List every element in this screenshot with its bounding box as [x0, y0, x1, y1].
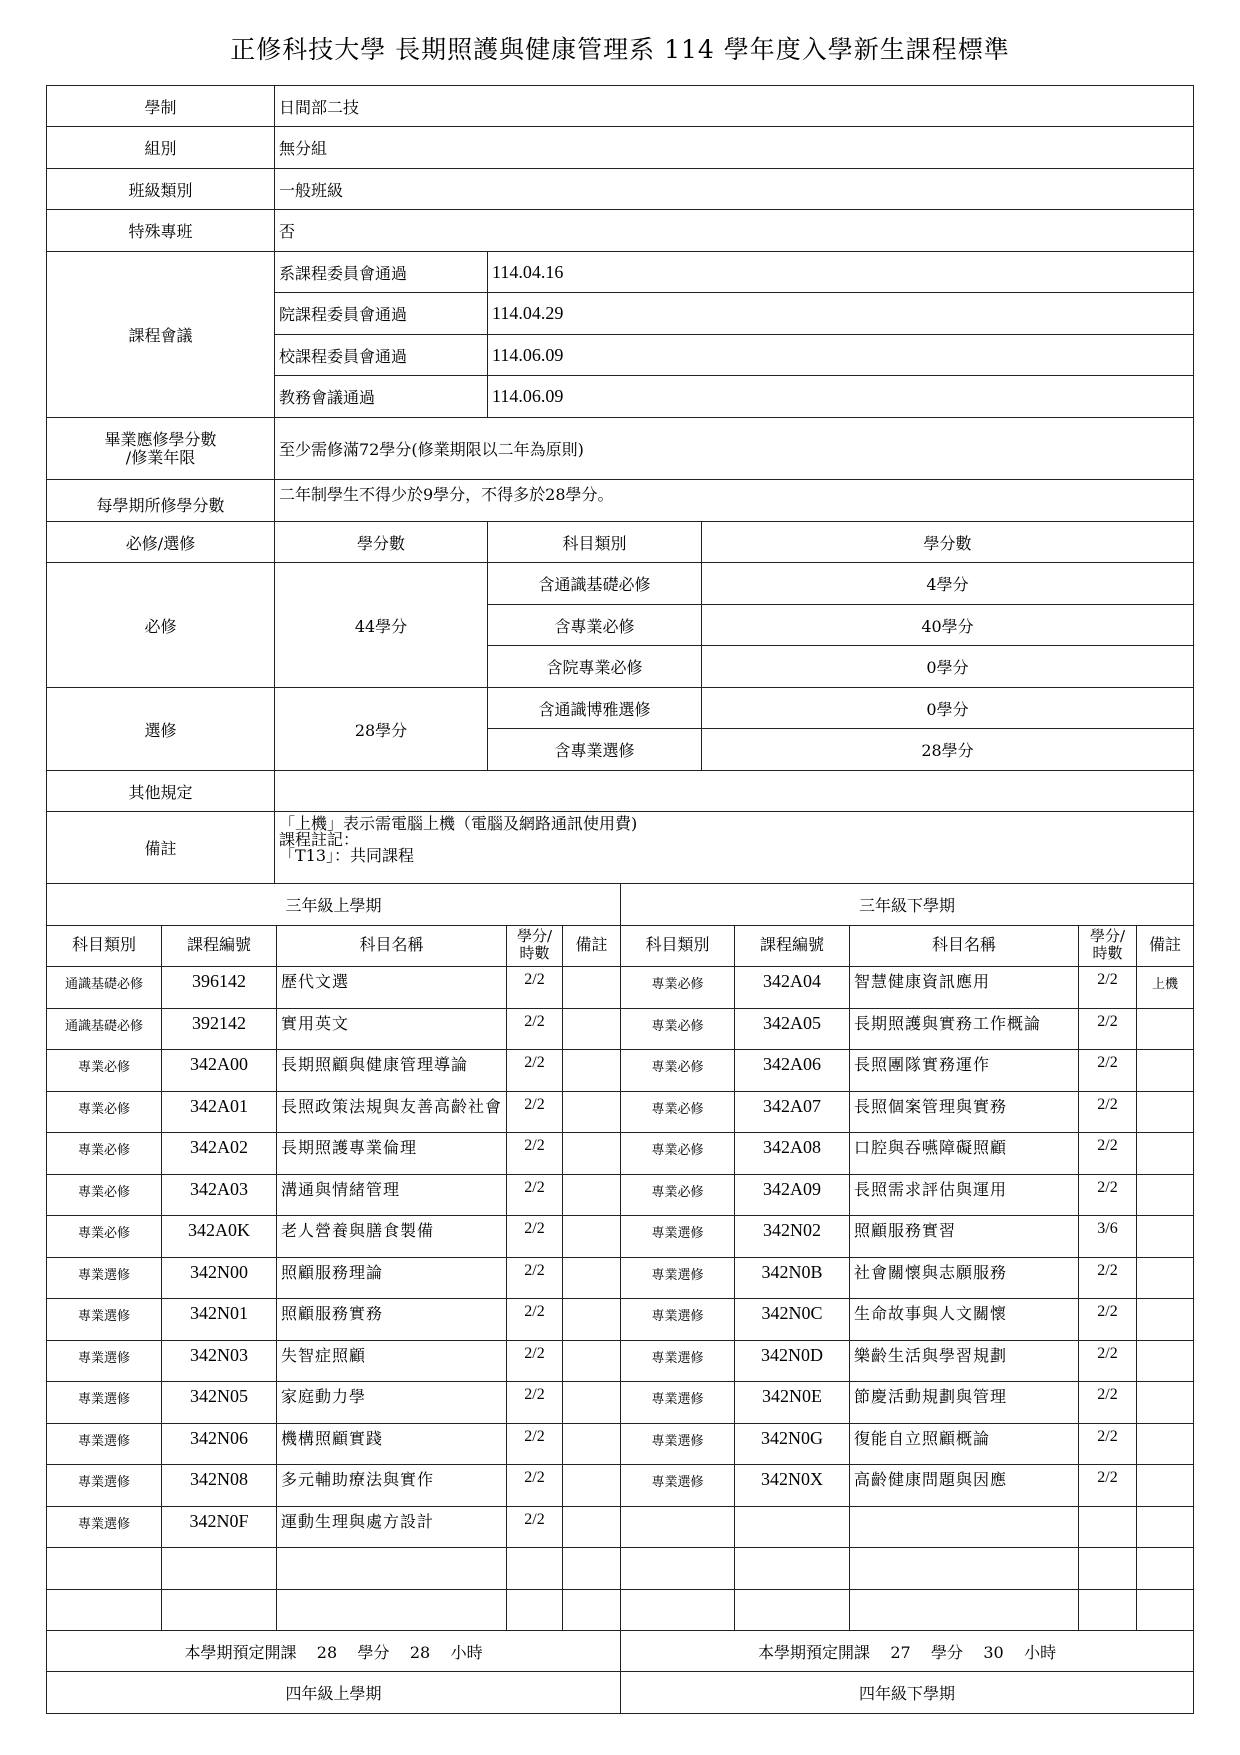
course-category: 專業必修 — [47, 1216, 162, 1258]
course-row — [47, 1092, 1194, 1133]
course-credits: 2/2 — [1079, 1424, 1137, 1465]
course-row — [47, 1548, 1194, 1590]
next-right-semester-title: 四年級下學期 — [621, 1672, 1194, 1714]
course-code — [735, 1590, 850, 1631]
course-code: 342A0K — [162, 1216, 277, 1258]
course-code: 342N03 — [162, 1341, 277, 1382]
grad-value: 至少需修滿72學分(修業期限以二年為原則) — [275, 418, 1194, 480]
course-code — [735, 1548, 850, 1590]
course-credits: 2/2 — [507, 1133, 563, 1175]
course-category: 專業必修 — [47, 1175, 162, 1216]
course-credits — [507, 1548, 563, 1590]
course-credits — [1079, 1548, 1137, 1590]
course-note — [1137, 1009, 1194, 1050]
course-credits: 2/2 — [1079, 1382, 1137, 1424]
course-row — [47, 967, 1194, 1009]
col-header-credits — [1079, 926, 1137, 967]
course-category: 通識基礎必修 — [47, 967, 162, 1009]
course-code: 342N0D — [735, 1341, 850, 1382]
course-category: 專業選修 — [47, 1507, 162, 1548]
meeting-name: 院課程委員會通過 — [275, 293, 488, 335]
meeting-date: 114.04.16 — [488, 252, 1194, 293]
required-category: 含專業必修 — [488, 605, 702, 646]
course-note — [1137, 1050, 1194, 1092]
course-code: 396142 — [162, 967, 277, 1009]
course-category: 專業選修 — [621, 1465, 735, 1507]
notes-line: 課程註記： — [279, 830, 360, 849]
summary-hours: 28 — [409, 1642, 431, 1662]
course-note — [1137, 1216, 1194, 1258]
course-note — [1137, 1424, 1194, 1465]
course-row — [47, 1507, 1194, 1548]
course-row — [47, 1465, 1194, 1507]
summary-hours: 30 — [983, 1642, 1004, 1662]
course-name: 多元輔助療法與實作 — [277, 1465, 507, 1507]
course-code — [162, 1590, 277, 1631]
class-type-value: 一般班級 — [275, 169, 1194, 210]
course-category: 專業選修 — [47, 1299, 162, 1341]
course-name: 節慶活動規劃與管理 — [850, 1382, 1079, 1424]
col-header-category: 科目類別 — [47, 926, 162, 967]
course-category: 專業選修 — [621, 1382, 735, 1424]
elective-category: 含通識博雅選修 — [488, 688, 702, 729]
course-credits: 2/2 — [507, 1009, 563, 1050]
course-code: 342A01 — [162, 1092, 277, 1133]
course-note — [563, 1465, 621, 1507]
course-code: 342N0F — [162, 1507, 277, 1548]
course-note — [563, 1175, 621, 1216]
notes-line: 「T13」：共同課程 — [279, 846, 415, 865]
course-credits: 2/2 — [507, 1175, 563, 1216]
right-semester-summary — [621, 1631, 1194, 1672]
page-title: 正修科技大學 長期照護與健康管理系 114 學年度入學新生課程標準 — [230, 35, 1010, 64]
course-code: 342A07 — [735, 1092, 850, 1133]
course-name: 照顧服務實習 — [850, 1216, 1079, 1258]
group-value: 無分組 — [275, 127, 1194, 169]
system-label: 學制 — [47, 86, 275, 127]
elective-credits: 0學分 — [702, 688, 1194, 729]
course-note — [563, 1050, 621, 1092]
course-name — [850, 1590, 1079, 1631]
course-credits: 3/6 — [1079, 1216, 1137, 1258]
course-name: 長期照顧與健康管理導論 — [277, 1050, 507, 1092]
notes-value — [275, 812, 1194, 884]
course-code: 342N0B — [735, 1258, 850, 1299]
course-row — [47, 1382, 1194, 1424]
next-left-semester-title: 四年級上學期 — [47, 1672, 621, 1714]
notes-label: 備註 — [47, 812, 275, 884]
course-name: 樂齡生活與學習規劃 — [850, 1341, 1079, 1382]
course-name: 溝通與情緒管理 — [277, 1175, 507, 1216]
course-row — [47, 1050, 1194, 1092]
required-category: 含通識基礎必修 — [488, 563, 702, 605]
course-name — [850, 1507, 1079, 1548]
course-credits: 2/2 — [1079, 1175, 1137, 1216]
col-header-name: 科目名稱 — [277, 926, 507, 967]
course-credits: 2/2 — [1079, 1341, 1137, 1382]
course-code: 342N02 — [735, 1216, 850, 1258]
course-row — [47, 1216, 1194, 1258]
course-code: 342N0E — [735, 1382, 850, 1424]
course-name: 照顧服務實務 — [277, 1299, 507, 1341]
course-note — [563, 1009, 621, 1050]
course-credits: 2/2 — [1079, 1092, 1137, 1133]
course-name: 實用英文 — [277, 1009, 507, 1050]
course-credits: 2/2 — [507, 1341, 563, 1382]
course-note — [1137, 1341, 1194, 1382]
special-label: 特殊專班 — [47, 210, 275, 252]
course-row — [47, 1009, 1194, 1050]
col-header-credits — [507, 926, 563, 967]
course-row — [47, 1133, 1194, 1175]
group-label: 組別 — [47, 127, 275, 169]
course-row — [47, 1175, 1194, 1216]
course-code: 342A09 — [735, 1175, 850, 1216]
course-row — [47, 1590, 1194, 1631]
notes-line: 「上機」表示需電腦上機（電腦及網路通訊使用費) — [279, 814, 638, 833]
meeting-name: 校課程委員會通過 — [275, 335, 488, 376]
class-type-label: 班級類別 — [47, 169, 275, 210]
course-note — [1137, 1465, 1194, 1507]
credits-header-line-1: 學分/ — [1089, 927, 1126, 945]
course-category: 專業必修 — [47, 1133, 162, 1175]
course-category: 專業必修 — [621, 1175, 735, 1216]
course-credits: 2/2 — [507, 1299, 563, 1341]
course-name — [277, 1590, 507, 1631]
course-credits: 2/2 — [507, 967, 563, 1009]
per-sem-value: 二年制學生不得少於9學分，不得多於28學分。 — [275, 480, 1194, 522]
course-note — [563, 1341, 621, 1382]
right-semester-title: 三年級下學期 — [621, 884, 1194, 926]
course-note — [1137, 1092, 1194, 1133]
course-code: 342N05 — [162, 1382, 277, 1424]
course-credits: 2/2 — [507, 1382, 563, 1424]
course-name: 生命故事與人文關懷 — [850, 1299, 1079, 1341]
course-category: 專業選修 — [621, 1258, 735, 1299]
course-note — [563, 1092, 621, 1133]
course-note — [1137, 1175, 1194, 1216]
course-category: 專業選修 — [47, 1424, 162, 1465]
course-name: 長照政策法規與友善高齡社會 — [277, 1092, 507, 1133]
special-value: 否 — [275, 210, 1194, 252]
course-code: 342A04 — [735, 967, 850, 1009]
course-name: 長照團隊實務運作 — [850, 1050, 1079, 1092]
course-row — [47, 1424, 1194, 1465]
course-note: 上機 — [1137, 967, 1194, 1009]
meeting-name: 教務會議通過 — [275, 376, 488, 418]
credits-header: 科目類別 — [488, 522, 702, 563]
course-category — [621, 1507, 735, 1548]
course-code: 342N0G — [735, 1424, 850, 1465]
course-code: 342N00 — [162, 1258, 277, 1299]
col-header-name: 科目名稱 — [850, 926, 1079, 967]
course-name: 老人營養與膳食製備 — [277, 1216, 507, 1258]
course-category: 專業選修 — [621, 1341, 735, 1382]
course-credits: 2/2 — [1079, 967, 1137, 1009]
col-header-code: 課程編號 — [162, 926, 277, 967]
meeting-date: 114.06.09 — [488, 335, 1194, 376]
meeting-date: 114.06.09 — [488, 376, 1194, 418]
course-row — [47, 1341, 1194, 1382]
credits-header: 必修/選修 — [47, 522, 275, 563]
course-note — [563, 1424, 621, 1465]
required-credits: 40學分 — [702, 605, 1194, 646]
course-credits — [1079, 1507, 1137, 1548]
system-value: 日間部二技 — [275, 86, 1194, 127]
semester-table — [46, 883, 1194, 1714]
credits-header-line-2: 時數 — [1092, 944, 1123, 962]
course-code: 342A05 — [735, 1009, 850, 1050]
credits-header: 學分數 — [275, 522, 488, 563]
course-category: 專業必修 — [621, 1133, 735, 1175]
course-credits — [1079, 1590, 1137, 1631]
meeting-label: 課程會議 — [47, 252, 275, 418]
course-row — [47, 1299, 1194, 1341]
course-credits: 2/2 — [507, 1216, 563, 1258]
course-name: 長期照護與實務工作概論 — [850, 1009, 1079, 1050]
course-category: 專業選修 — [621, 1299, 735, 1341]
summary-credits: 27 — [890, 1642, 911, 1662]
course-credits: 2/2 — [507, 1424, 563, 1465]
left-semester-summary — [47, 1631, 621, 1672]
course-code: 392142 — [162, 1009, 277, 1050]
course-credits: 2/2 — [1079, 1299, 1137, 1341]
summary-hour-unit: 小時 — [450, 1642, 483, 1662]
course-credits: 2/2 — [507, 1507, 563, 1548]
course-credits: 2/2 — [1079, 1050, 1137, 1092]
course-note — [1137, 1590, 1194, 1631]
course-category: 專業選修 — [47, 1382, 162, 1424]
course-row — [47, 1258, 1194, 1299]
course-note — [1137, 1382, 1194, 1424]
course-credits: 2/2 — [1079, 1465, 1137, 1507]
course-code: 342A03 — [162, 1175, 277, 1216]
credits-header: 學分數 — [702, 522, 1194, 563]
course-code — [735, 1507, 850, 1548]
meeting-date: 114.04.29 — [488, 293, 1194, 335]
course-category — [621, 1548, 735, 1590]
course-name: 智慧健康資訊應用 — [850, 967, 1079, 1009]
course-credits — [507, 1590, 563, 1631]
course-category: 專業必修 — [47, 1092, 162, 1133]
course-category: 專業必修 — [621, 1092, 735, 1133]
course-name: 歷代文選 — [277, 967, 507, 1009]
course-code: 342N0X — [735, 1465, 850, 1507]
grad-label — [47, 418, 275, 480]
course-code: 342N06 — [162, 1424, 277, 1465]
elective-total: 28學分 — [275, 688, 488, 771]
course-category: 通識基礎必修 — [47, 1009, 162, 1050]
course-credits: 2/2 — [1079, 1009, 1137, 1050]
course-credits: 2/2 — [507, 1092, 563, 1133]
summary-prefix: 本學期預定開課 — [184, 1642, 297, 1662]
course-note — [563, 1382, 621, 1424]
col-header-code: 課程編號 — [735, 926, 850, 967]
elective-category: 含專業選修 — [488, 729, 702, 771]
course-category: 專業必修 — [621, 1009, 735, 1050]
course-category: 專業選修 — [47, 1465, 162, 1507]
course-code: 342A00 — [162, 1050, 277, 1092]
credits-header-line-2: 時數 — [519, 944, 550, 962]
course-name — [277, 1548, 507, 1590]
course-note — [1137, 1133, 1194, 1175]
credits-header-line-1: 學分/ — [516, 927, 553, 945]
course-credits: 2/2 — [507, 1465, 563, 1507]
course-category: 專業選修 — [47, 1258, 162, 1299]
summary-credit-unit: 學分 — [931, 1642, 964, 1662]
course-note — [563, 1507, 621, 1548]
course-category — [47, 1548, 162, 1590]
summary-hour-unit: 小時 — [1024, 1642, 1057, 1662]
info-table — [46, 85, 1194, 884]
course-name: 高齡健康問題與因應 — [850, 1465, 1079, 1507]
course-name: 照顧服務理論 — [277, 1258, 507, 1299]
required-credits: 4學分 — [702, 563, 1194, 605]
course-name: 長照需求評估與運用 — [850, 1175, 1079, 1216]
course-name: 社會關懷與志願服務 — [850, 1258, 1079, 1299]
other-label: 其他規定 — [47, 771, 275, 812]
col-header-note: 備註 — [1137, 926, 1194, 967]
course-name: 運動生理與處方設計 — [277, 1507, 507, 1548]
course-name: 口腔與吞嚥障礙照顧 — [850, 1133, 1079, 1175]
left-semester-title: 三年級上學期 — [47, 884, 621, 926]
per-sem-label: 每學期所修學分數 — [47, 480, 275, 522]
meeting-name: 系課程委員會通過 — [275, 252, 488, 293]
summary-credits: 28 — [316, 1642, 338, 1662]
course-note — [563, 1216, 621, 1258]
course-note — [563, 967, 621, 1009]
course-category: 專業選修 — [621, 1424, 735, 1465]
course-name — [850, 1548, 1079, 1590]
elective-credits: 28學分 — [702, 729, 1194, 771]
required-label: 必修 — [47, 563, 275, 688]
course-code: 342A02 — [162, 1133, 277, 1175]
course-note — [1137, 1507, 1194, 1548]
course-name: 失智症照顧 — [277, 1341, 507, 1382]
course-name: 家庭動力學 — [277, 1382, 507, 1424]
course-note — [1137, 1299, 1194, 1341]
course-note — [1137, 1258, 1194, 1299]
course-category: 專業必修 — [47, 1050, 162, 1092]
elective-label: 選修 — [47, 688, 275, 771]
course-credits: 2/2 — [507, 1050, 563, 1092]
course-credits: 2/2 — [507, 1258, 563, 1299]
course-category: 專業必修 — [621, 1050, 735, 1092]
course-credits: 2/2 — [1079, 1133, 1137, 1175]
course-name: 復能自立照顧概論 — [850, 1424, 1079, 1465]
summary-prefix: 本學期預定開課 — [757, 1642, 870, 1662]
course-name: 長照個案管理與實務 — [850, 1092, 1079, 1133]
required-credits: 0學分 — [702, 646, 1194, 688]
course-code: 342A06 — [735, 1050, 850, 1092]
course-name: 長期照護專業倫理 — [277, 1133, 507, 1175]
col-header-note: 備註 — [563, 926, 621, 967]
grad-label-line-1: 畢業應修學分數 — [104, 429, 217, 449]
required-category: 含院專業必修 — [488, 646, 702, 688]
course-note — [563, 1258, 621, 1299]
course-code: 342N0C — [735, 1299, 850, 1341]
course-code: 342N08 — [162, 1465, 277, 1507]
course-note — [563, 1299, 621, 1341]
other-value — [275, 771, 1194, 812]
course-code — [162, 1548, 277, 1590]
course-code: 342N01 — [162, 1299, 277, 1341]
course-note — [563, 1133, 621, 1175]
course-category: 專業選修 — [47, 1341, 162, 1382]
course-category — [621, 1590, 735, 1631]
col-header-category: 科目類別 — [621, 926, 735, 967]
course-note — [1137, 1548, 1194, 1590]
summary-credit-unit: 學分 — [357, 1642, 390, 1662]
course-note — [563, 1590, 621, 1631]
course-category: 專業選修 — [621, 1216, 735, 1258]
course-note — [563, 1548, 621, 1590]
grad-label-line-2: /修業年限 — [125, 447, 196, 467]
course-credits: 2/2 — [1079, 1258, 1137, 1299]
course-category: 專業必修 — [621, 967, 735, 1009]
course-code: 342A08 — [735, 1133, 850, 1175]
course-name: 機構照顧實踐 — [277, 1424, 507, 1465]
required-total: 44學分 — [275, 563, 488, 688]
course-category — [47, 1590, 162, 1631]
